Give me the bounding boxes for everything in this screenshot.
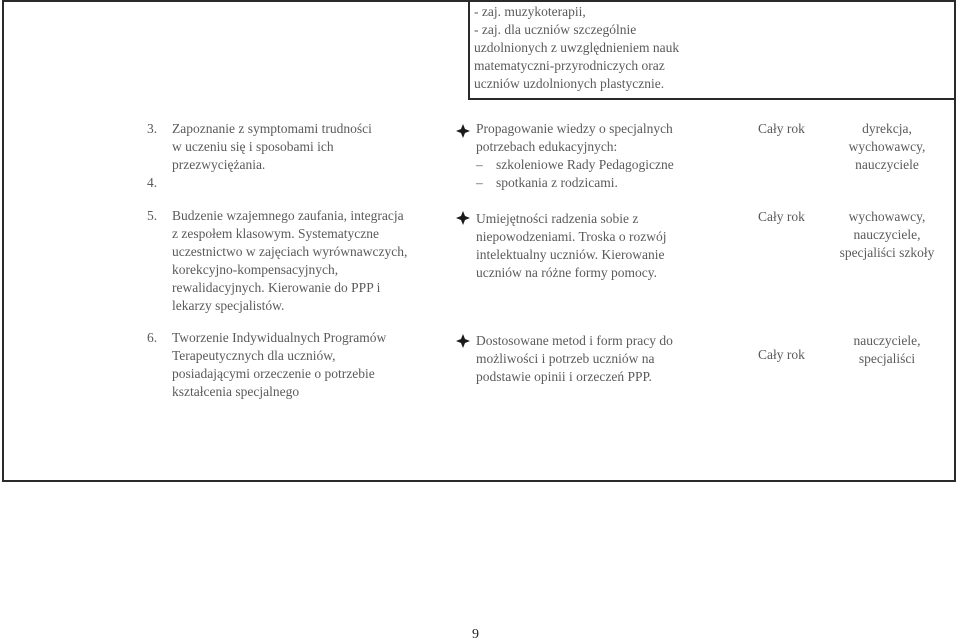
- form-line: Umiejętności radzenia sobie z: [476, 211, 639, 226]
- form-subitem: [476, 156, 674, 174]
- diamond-bullet-icon: [456, 124, 470, 138]
- form-line: intelektualny uczniów. Kierowanie: [476, 247, 665, 262]
- task-line: Budzenie wzajemnego zaufania, integracja: [172, 208, 404, 223]
- responsible-line: wychowawcy,: [848, 139, 926, 154]
- task-line: Terapeutycznych dla uczniów,: [172, 348, 336, 363]
- row-number: 6.: [147, 330, 158, 345]
- form-text: [476, 332, 673, 386]
- term-text: Cały rok: [758, 209, 805, 224]
- responsible-line: specjaliści: [858, 351, 916, 366]
- form-subitem: [476, 174, 618, 192]
- form-subitem-text: szkoleniowe Rady Pedagogiczne: [496, 157, 674, 172]
- form-line: możliwości i potrzeb uczniów na: [476, 351, 655, 366]
- term-text: Cały rok: [758, 121, 805, 136]
- task-line: Tworzenie Indywidualnych Programów: [172, 330, 387, 345]
- form-line: Dostosowane metod i form pracy do: [476, 333, 673, 348]
- responsible-text: [828, 120, 946, 174]
- task-line: uczestnictwo w zajęciach wyrównawczych,: [172, 244, 408, 259]
- responsible-line: nauczyciele,: [853, 333, 921, 348]
- dash-icon: –: [476, 175, 483, 190]
- responsible-text: [818, 208, 956, 262]
- top-cell-line: uzdolnionych z uwzględnieniem nauk: [474, 40, 680, 55]
- responsible-line: nauczyciele,: [853, 227, 921, 242]
- responsible-line: nauczyciele: [855, 157, 919, 172]
- form-line: niepowodzeniami. Troska o rozwój: [476, 229, 667, 244]
- task-line: z zespołem klasowym. Systematyczne: [172, 226, 379, 241]
- diamond-bullet-icon: [456, 211, 470, 225]
- page-number: 9: [472, 627, 479, 642]
- responsible-line: specjaliści szkoły: [839, 245, 935, 260]
- top-cell-text: [474, 3, 679, 93]
- task-line: kształcenia specjalnego: [172, 384, 300, 399]
- form-line: potrzebach edukacyjnych:: [476, 139, 618, 154]
- dash-icon: –: [476, 157, 483, 172]
- task-line: rewalidacyjnych. Kierowanie do PPP i: [172, 280, 381, 295]
- form-line: uczniów na różne formy pomocy.: [476, 265, 657, 280]
- form-text: [476, 210, 666, 282]
- task-text: [172, 329, 386, 401]
- top-cell-line: - zaj. dla uczniów szczególnie: [474, 22, 637, 37]
- responsible-text: [828, 332, 946, 368]
- top-cell-line: uczniów uzdolnionych plastycznie.: [474, 76, 665, 91]
- task-line: posiadającymi orzeczenie o potrzebie: [172, 366, 375, 381]
- diamond-bullet-icon: [456, 334, 470, 348]
- row-divider: [468, 98, 954, 100]
- top-cell-line: matematyczni-przyrodniczych oraz: [474, 58, 665, 73]
- task-line: w uczeniu się i sposobami ich: [172, 139, 334, 154]
- row-number: 5.: [147, 208, 158, 223]
- row-number: 3.: [147, 121, 158, 136]
- task-line: Zapoznanie z symptomami trudności: [172, 121, 372, 136]
- task-line: lekarzy specjalistów.: [172, 298, 285, 313]
- task-line: korekcyjno-kompensacyjnych,: [172, 262, 339, 277]
- task-text: [172, 207, 407, 315]
- row-number: 4.: [147, 175, 158, 190]
- form-subitem-text: spotkania z rodzicami.: [496, 175, 618, 190]
- form-line: podstawie opinii i orzeczeń PPP.: [476, 369, 652, 384]
- task-line: przezwyciężania.: [172, 157, 266, 172]
- responsible-line: wychowawcy,: [848, 209, 926, 224]
- responsible-line: dyrekcja,: [862, 121, 912, 136]
- task-text: [172, 120, 372, 174]
- top-cell-line: - zaj. muzykoterapii,: [474, 4, 586, 19]
- column-divider: [468, 0, 470, 100]
- form-line: Propagowanie wiedzy o specjalnych: [476, 121, 673, 136]
- term-text: Cały rok: [758, 347, 805, 362]
- form-text: [476, 120, 673, 156]
